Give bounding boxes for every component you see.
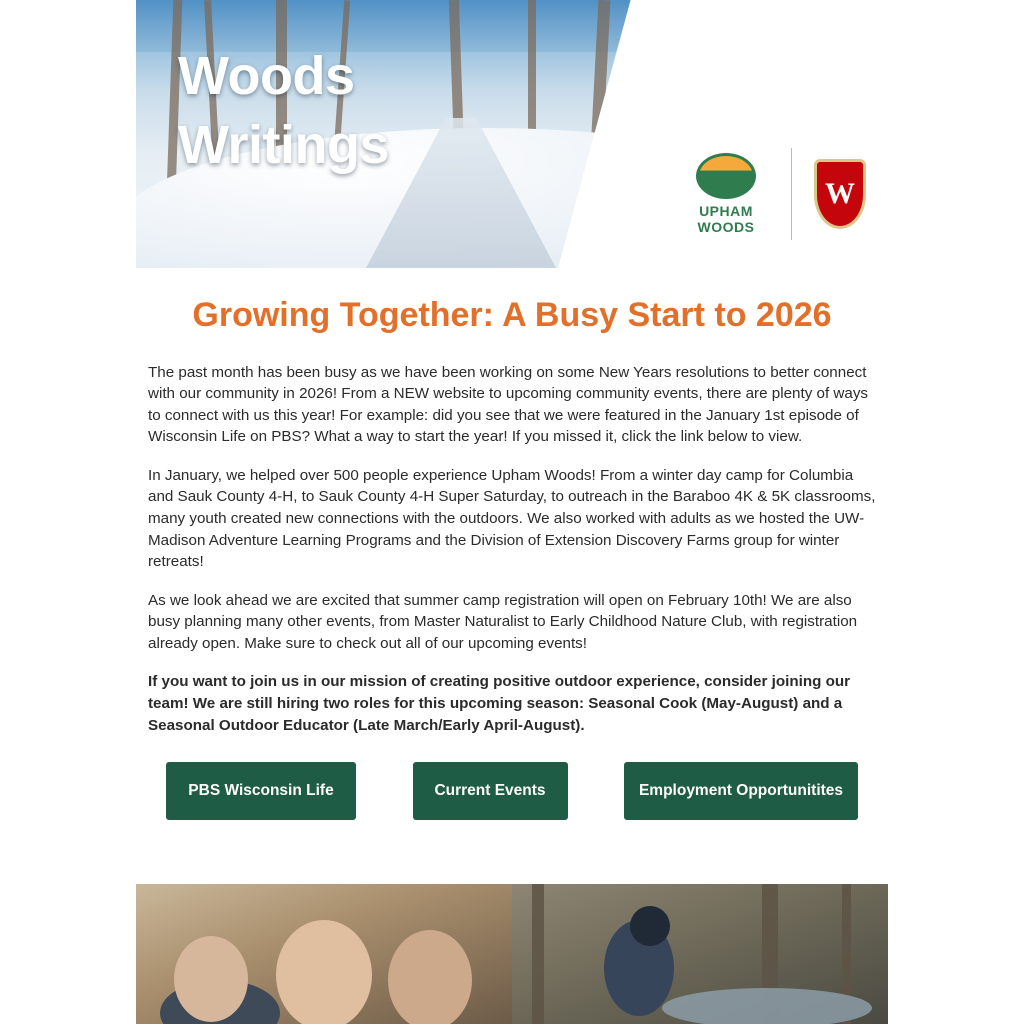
- sunset-water-icon: [696, 153, 756, 199]
- banner-title-line1: Woods: [178, 46, 355, 106]
- logo-group: [683, 148, 866, 240]
- pbs-wisconsin-life-button[interactable]: PBS Wisconsin Life: [166, 762, 356, 819]
- current-events-button[interactable]: Current Events: [413, 762, 568, 819]
- upham-woods-logo-text: [698, 203, 755, 235]
- paragraph-2: In January, we helped over 500 people experience Upham Woods! From a winter day camp for Columbia and Sauk County 4-H, to Sauk County 4-H Super Saturday, to outreach in the Baraboo 4K & 5K classrooms, many youth created new connections with the outdoors. We also worked with adults as we hosted the UW-Madison Adventure Learning Programs and the Division of Extension Discovery Farms group for winter retreats!: [148, 466, 876, 571]
- upham-logo-line1: UPHAM: [699, 202, 753, 219]
- photo-indoor-activity: [136, 884, 512, 1024]
- logo-divider: [791, 148, 792, 240]
- employment-opportunities-button[interactable]: Employment Opportunitites: [624, 762, 858, 819]
- uw-madison-crest-icon: W: [814, 159, 866, 229]
- paragraph-hiring-bold: If you want to join us in our mission of creating positive outdoor experience, consider joining our team! We are still hiring two roles for this upcoming season: Seasonal Cook (May-August) and a Seasonal Outdoor Educator (Late March/Early April-August).: [148, 673, 851, 734]
- paragraph-1: The past month has been busy as we have been working on some New Years resolutions to better connect with our community in 2026! From a NEW website to upcoming community events, there are plenty of ways to connect with us this year! For example: did you see that we were featured in the January 1st episode of Wisconsin Life on PBS? What a way to start the year! If you missed it, click the link below to view.: [148, 363, 869, 446]
- photo-winter-creek: [512, 884, 888, 1024]
- banner-title-line2: Writings: [178, 115, 389, 176]
- upham-logo-line2: WOODS: [697, 219, 755, 235]
- cta-button-row: [136, 762, 888, 819]
- upham-woods-logo: [683, 153, 769, 235]
- photo-row: [136, 884, 888, 1024]
- paragraph-3: As we look ahead we are excited that summer camp registration will open on February 10th! We are also busy planning many other events, from Master Naturalist to Early Childhood Nature Club, with registration already open. Make sure to check out all of our upcoming events!: [148, 591, 858, 652]
- header-banner: [136, 0, 888, 268]
- banner-title: [178, 42, 389, 180]
- page-title: Growing Together: A Busy Start to 2026: [192, 296, 832, 334]
- article-body: [148, 362, 876, 737]
